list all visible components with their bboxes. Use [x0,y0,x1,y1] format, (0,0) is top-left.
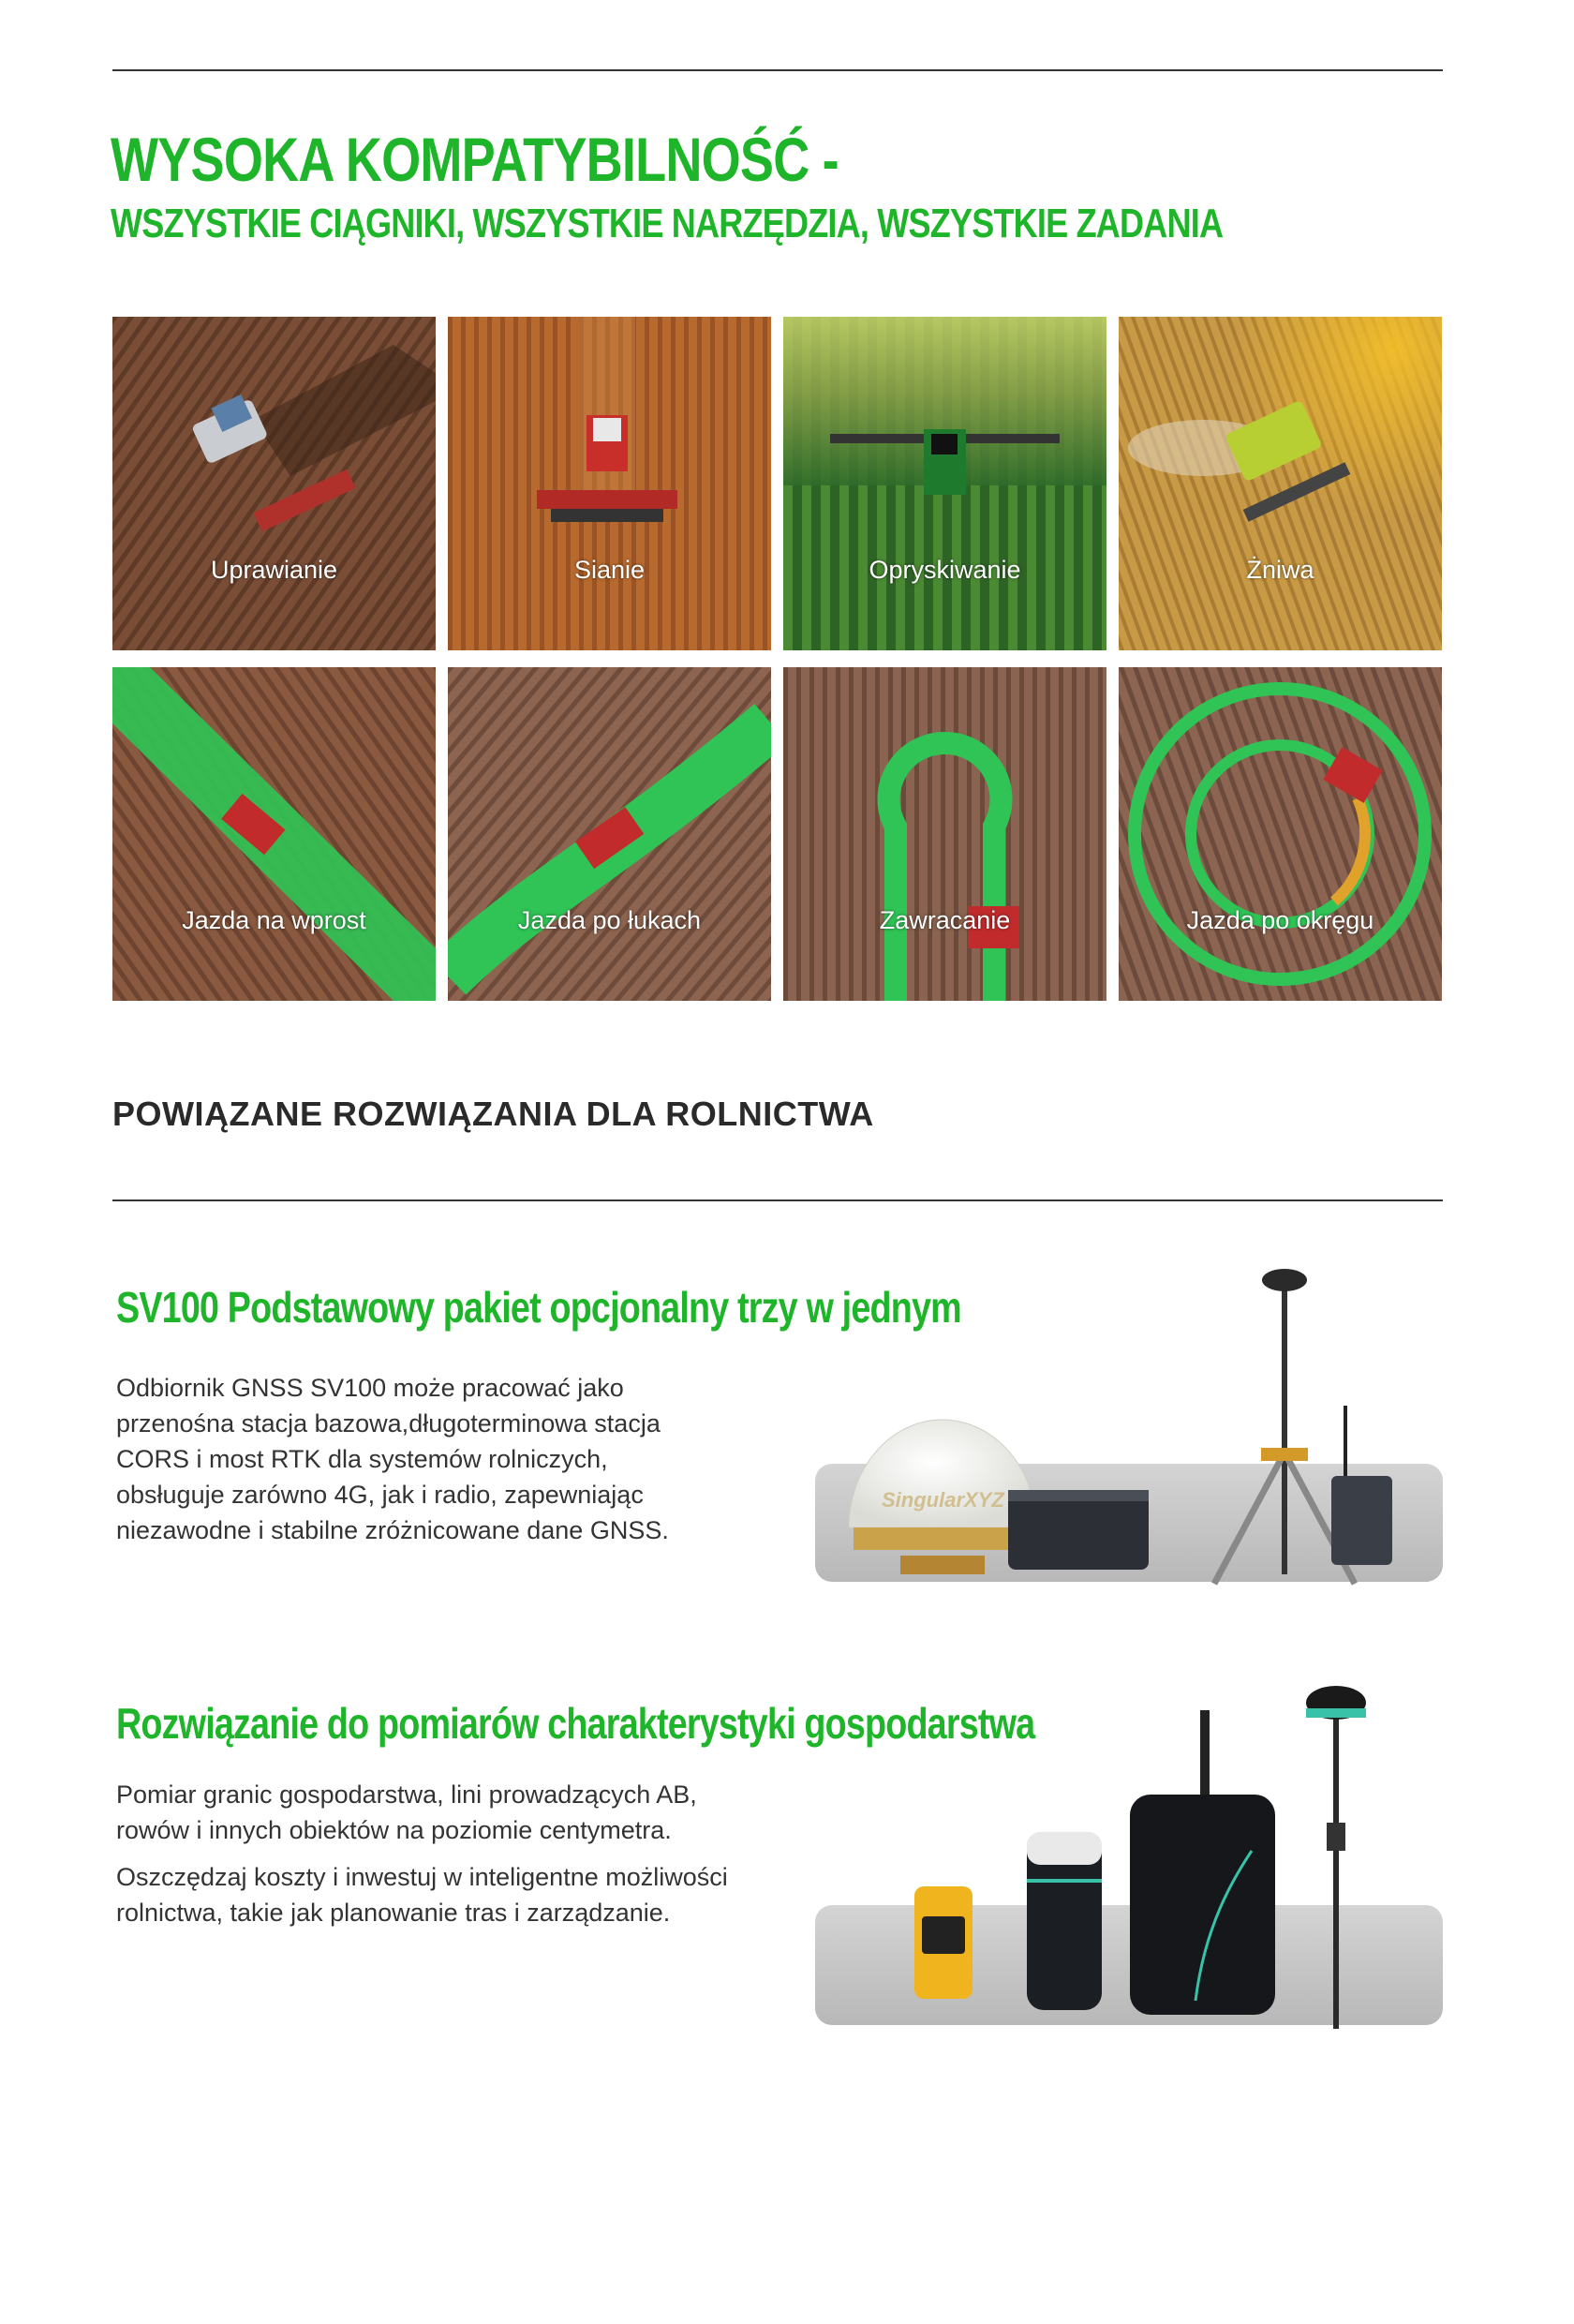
seeding-image [448,317,771,650]
circle-line-image [1119,667,1442,1001]
product1-description [116,1370,791,1548]
product2-image [811,1682,1445,2038]
top-rule [112,69,1443,71]
task-label: Opryskiwanie [869,556,1021,584]
product2-line: Oszczędzaj koszty i inwestuj w inteligentne możliwości [116,1863,728,1891]
spraying-image [783,317,1106,650]
product2-line: rowów i innych obiektów na poziomie centymetra. [116,1816,672,1844]
mode-label: Jazda na wprost [182,906,366,934]
section-rule [112,1199,1443,1201]
mode-label: Jazda po łukach [517,906,702,934]
product2-line: rolnictwa, takie jak planowanie tras i zarządzanie. [116,1899,671,1927]
task-label: Żniwa [1246,556,1314,584]
task-tile-cultivation [112,317,436,650]
product2-description [116,1777,791,1930]
product1-title: SV100 Podstawowy pakiet opcjonalny trzy w jednym [116,1283,961,1332]
product2-title: Rozwiązanie do pomiarów charakterystyki gospodarstwa [116,1699,1035,1748]
mode-label: Zawracanie [879,906,1011,934]
product1-image [811,1265,1445,1593]
task-tile-spraying [783,317,1106,650]
straight-line-image [112,667,436,1001]
task-tile-harvest [1119,317,1442,650]
u-turn-image [783,667,1106,1001]
page-title: WYSOKA KOMPATYBILNOŚĆ - [111,125,839,194]
task-tile-seeding [448,317,771,650]
harvest-image [1119,317,1442,650]
mode-label: Jazda po okręgu [1186,906,1374,934]
product1-line: obsługuje zarówno 4G, jak i radio, zapewniając [116,1481,644,1509]
product1-line: Odbiornik GNSS SV100 może pracować jako [116,1374,624,1402]
cultivation-image [112,317,436,650]
product2-line: Pomiar granic gospodarstwa, lini prowadzących AB, [116,1780,697,1809]
curve-line-image [448,667,771,1001]
mode-tile-straight [112,667,436,1001]
task-label: Sianie [573,556,646,584]
product1-line: niezawodne i stabilne zróżnicowane dane GNSS. [116,1516,669,1544]
brand-label: SingularXYZ [882,1488,1004,1512]
mode-tile-circle [1119,667,1442,1001]
mode-tile-uturn [783,667,1106,1001]
task-label: Uprawianie [210,556,338,584]
related-solutions-heading: POWIĄZANE ROZWIĄZANIA DLA ROLNICTWA [112,1095,874,1133]
mode-tile-curve [448,667,771,1001]
product1-line: CORS i most RTK dla systemów rolniczych, [116,1445,608,1473]
page-subtitle: WSZYSTKIE CIĄGNIKI, WSZYSTKIE NARZĘDZIA, WSZYSTKIE ZADANIA [111,201,1224,246]
product1-line: przenośna stacja bazowa,długoterminowa stacja [116,1409,661,1438]
